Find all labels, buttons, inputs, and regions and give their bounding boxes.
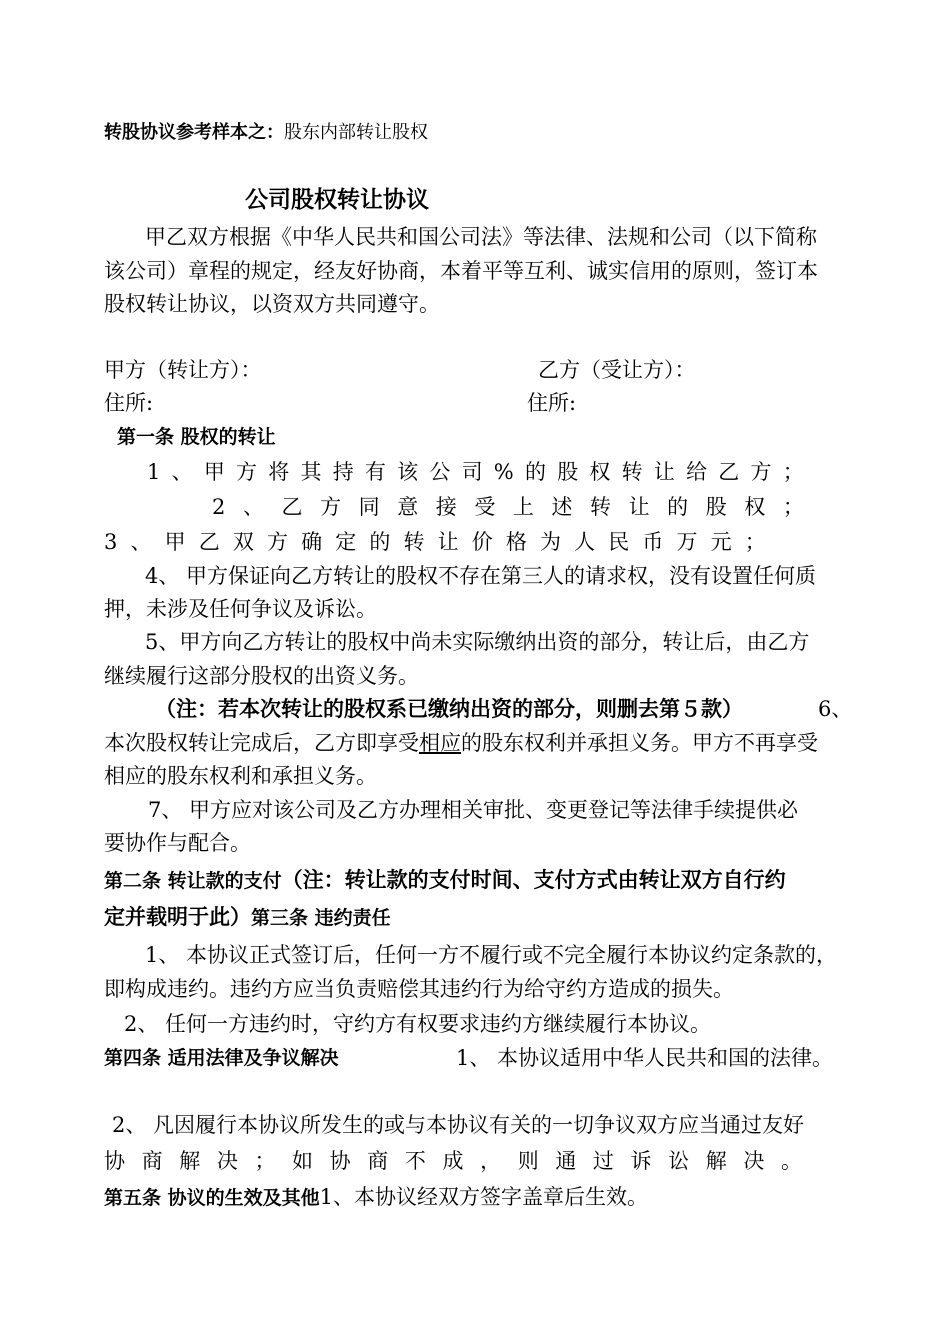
article-4-clause-2-line-2: 协 商 解 决 ； 如 协 商 不 成 ， 则 通 过 诉 讼 解 决 。	[104, 1149, 802, 1173]
article-1-clause-5-line-1: 5、甲方向乙方转让的股权中尚未实际缴纳出资的部分，转让后，由乙方	[145, 630, 810, 654]
preamble-line-2: 该公司）章程的规定，经友好协商，本着平等互利、诚实信用的原则，签订本	[104, 259, 818, 283]
article-5-clause-1: 1、本协议经双方签字盖章后生效。	[319, 1185, 648, 1209]
party-b-label: 乙方（受让方）：	[538, 358, 696, 382]
header-topic: 股东内部转让股权	[284, 122, 428, 143]
article-5-heading: 第五条 协议的生效及其他	[104, 1187, 320, 1209]
party-a-label: 甲方（转让方）：	[104, 358, 262, 382]
article-1-clause-5-line-2: 继续履行这部分股权的出资义务。	[104, 664, 419, 688]
preamble-line-3: 股权转让协议，以资双方共同遵守。	[104, 292, 440, 316]
article-1-clause-7-line-2: 要协作与配合。	[104, 831, 251, 855]
header-prefix: 转股协议参考样本之：	[104, 122, 284, 143]
article-1-clause-6-number: 6、	[818, 697, 853, 721]
article-3-clause-1-line-2: 即构成违约。违约方应当负责赔偿其违约行为给守约方造成的损失。	[104, 977, 734, 1001]
article-3-clause-1-line-1: 1、 本协议正式签订后，任何一方不履行或不完全履行本协议约定条款的，	[145, 943, 838, 967]
article-5-line	[104, 1182, 648, 1213]
article-1-clause-4-line-1: 4、 甲方保证向乙方转让的股权不存在第三人的请求权，没有设置任何质	[145, 564, 817, 588]
party-b-address: 住所:	[527, 391, 577, 415]
party-a-address: 住所:	[104, 391, 154, 415]
preamble-line-1: 甲乙双方根据《中华人民共和国公司法》等法律、法规和公司（以下简称	[145, 225, 817, 249]
article-1-clause-6-line-1: 本次股权转让完成后，乙方即享受相应的股东权利并承担义务。甲方不再享受	[104, 731, 818, 755]
article-1-clause-2: 2 、 乙 方 同 意 接 受 上 述 转 让 的 股 权 ；	[212, 495, 804, 519]
page-title: 公司股权转让协议	[245, 186, 429, 213]
article-1-note: （注：若本次转让的股权系已缴纳出资的部分，则删去第５款）	[155, 696, 743, 721]
document-header	[104, 118, 428, 148]
article-4-clause-2-line-1: 2、 凡因履行本协议所发生的或与本协议有关的一切争议双方应当通过友好	[112, 1113, 805, 1137]
article-1-clause-7-line-1: 7、 甲方应对该公司及乙方办理相关审批、变更登记等法律手续提供必	[148, 798, 799, 822]
article-1-clause-4-line-2: 押，未涉及任何争议及诉讼。	[104, 597, 377, 621]
article-2-heading-line-1: 第二条 转让款的支付（注：转让款的支付时间、支付方式由转让双方自行约	[104, 868, 786, 892]
article-4-heading: 第四条 适用法律及争议解决	[104, 1047, 339, 1069]
article-1-clause-3: 3 、 甲 乙 双 方 确 定 的 转 让 价 格 为 人 民 币 万 元 ；	[104, 530, 766, 554]
article-4-clause-1: 1、 本协议适用中华人民共和国的法律。	[456, 1046, 834, 1070]
article-1-clause-1: 1 、 甲 方 将 其 持 有 该 公 司 % 的 股 权 转 让 给 乙 方 ；	[147, 460, 804, 484]
article-1-heading: 第一条 股权的转让	[117, 426, 276, 448]
article-1-clause-6-line-2: 相应的股东权利和承担义务。	[104, 764, 377, 788]
article-3-clause-2: 2、 任何一方违约时，守约方有权要求违约方继续履行本协议。	[124, 1012, 712, 1036]
article-2-heading-line-2: 定并载明于此）第三条 违约责任	[104, 905, 391, 929]
